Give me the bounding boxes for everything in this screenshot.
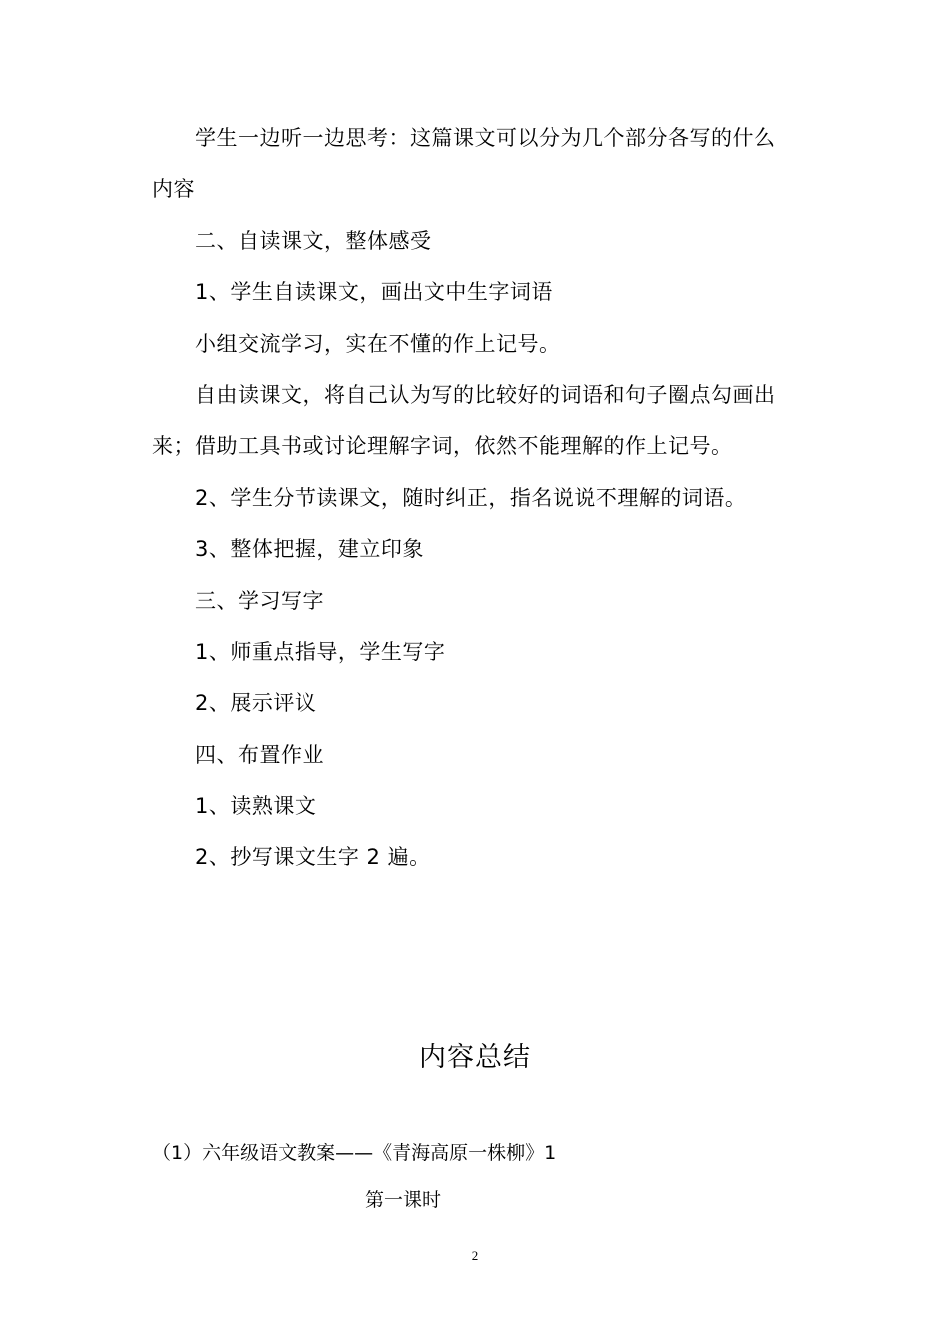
- summary-item: （1）六年级语文教案——《青海高原一株柳》1: [152, 1142, 557, 1164]
- section-heading-4: 四、布置作业: [195, 743, 324, 767]
- body-line-14: 1、读熟课文: [195, 794, 317, 818]
- body-line-12: 2、展示评议: [195, 691, 317, 715]
- summary-subtitle: 第一课时: [365, 1189, 442, 1211]
- section-heading-3: 三、学习写字: [195, 589, 324, 613]
- body-line-5: 小组交流学习，实在不懂的作上记号。: [195, 332, 561, 356]
- body-line-2: 内容: [152, 177, 195, 201]
- section-heading-2: 二、自读课文，整体感受: [195, 229, 432, 253]
- body-line-11: 1、师重点指导，学生写字: [195, 640, 446, 664]
- page-number: 2: [471, 1248, 479, 1263]
- summary-title: 内容总结: [419, 1042, 531, 1073]
- body-line-9: 3、整体把握，建立印象: [195, 537, 424, 561]
- body-line-8: 2、学生分节读课文，随时纠正，指名说说不理解的词语。: [195, 486, 747, 510]
- body-line-15: 2、抄写课文生字 2 遍。: [195, 845, 431, 869]
- body-line-6: 自由读课文，将自己认为写的比较好的词语和句子圈点勾画出: [195, 383, 776, 407]
- body-line-7: 来；借助工具书或讨论理解字词，依然不能理解的作上记号。: [152, 434, 733, 458]
- body-line-1: 学生一边听一边思考：这篇课文可以分为几个部分各写的什么: [195, 126, 776, 150]
- body-line-4: 1、学生自读课文，画出文中生字词语: [195, 280, 553, 304]
